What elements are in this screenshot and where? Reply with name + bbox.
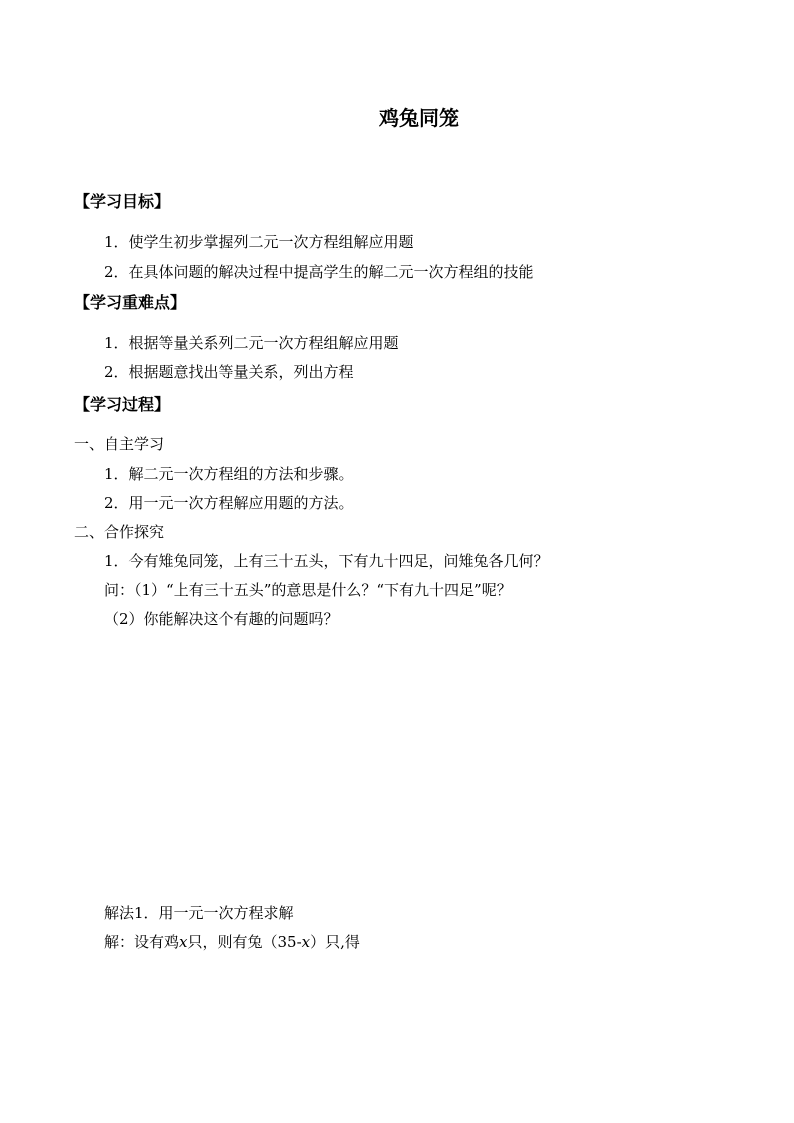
solution-setup-line xyxy=(104,932,360,952)
goal-item-2: 2．在具体问题的解决过程中提高学生的解二元一次方程组的技能 xyxy=(104,263,534,281)
question-1: 问：（1）“上有三十五头”的意思是什么？“下有九十四足”呢？ xyxy=(104,581,512,599)
self-study-label: 一、自主学习 xyxy=(74,435,165,453)
goal-item-1: 1．使学生初步掌握列二元一次方程组解应用题 xyxy=(104,233,414,251)
cooperation-label: 二、合作探究 xyxy=(74,523,165,541)
document-title: 鸡兔同笼 xyxy=(379,106,459,130)
key-point-item-2: 2．根据题意找出等量关系，列出方程 xyxy=(104,363,354,381)
question-2: （2）你能解决这个有趣的问题吗？ xyxy=(104,610,339,628)
self-study-item-1: 1．解二元一次方程组的方法和步骤。 xyxy=(104,465,354,483)
process-heading: 【学习过程】 xyxy=(74,395,171,414)
self-study-item-2: 2．用一元一次方程解应用题的方法。 xyxy=(104,494,354,512)
key-point-item-1: 1．根据等量关系列二元一次方程组解应用题 xyxy=(104,334,399,352)
key-points-heading: 【学习重难点】 xyxy=(74,293,187,312)
solution-setup-prefix: 解：设有鸡 xyxy=(104,933,180,951)
goals-heading: 【学习目标】 xyxy=(74,192,171,211)
solution-setup-suffix: ）只,得 xyxy=(310,933,360,951)
solution-method-label: 解法1．用一元一次方程求解 xyxy=(104,904,294,922)
solution-setup-mid: 只，则有兔（35- xyxy=(187,933,302,951)
problem-statement: 1．今有雉兔同笼，上有三十五头，下有九十四足，问雉兔各几何？ xyxy=(104,552,549,570)
variable-x-2: x xyxy=(301,933,311,951)
variable-x: x xyxy=(179,933,188,951)
